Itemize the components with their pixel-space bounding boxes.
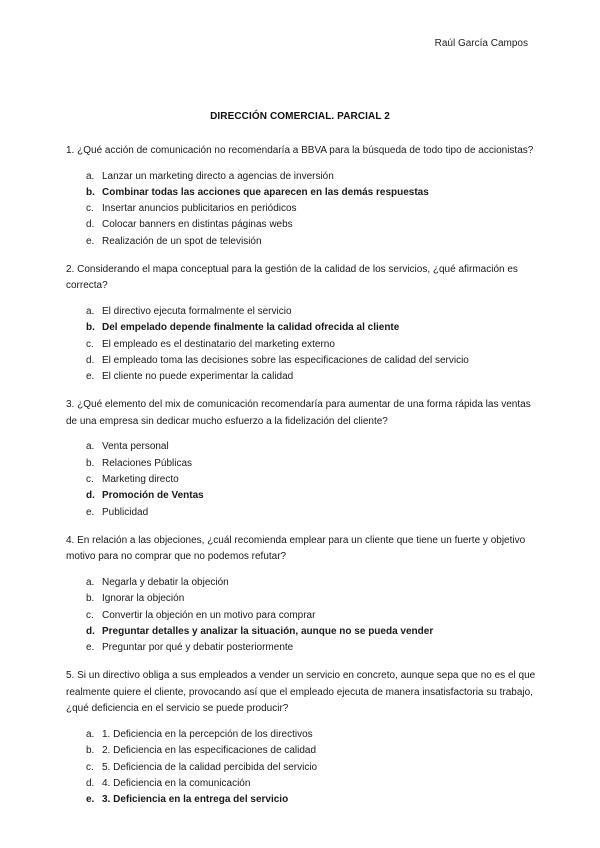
answer-option [66, 505, 536, 521]
option-text: 2. Deficiencia en las especificaciones de calidad [102, 745, 317, 757]
option-text: El empleado es el destinatario del marketing externo [102, 338, 335, 350]
option-letter: d. [86, 490, 95, 502]
answer-option [66, 472, 536, 488]
question-text: 2. Considerando el mapa conceptual para la gestión de la calidad de los servicios, ¿qué afirmación es correcta? [66, 263, 518, 292]
answer-option [66, 456, 536, 472]
option-letter: c. [86, 761, 94, 773]
option-letter: e. [86, 642, 95, 654]
question-3 [66, 397, 536, 520]
option-letter: a. [86, 576, 95, 588]
option-text: Marketing directo [102, 474, 179, 486]
option-text: Promoción de Ventas [102, 490, 204, 502]
option-letter: d. [86, 354, 95, 366]
option-text: Lanzar un marketing directo a agencias de inversión [102, 170, 334, 182]
correct-answer-option [66, 624, 536, 640]
answer-option [66, 439, 536, 455]
option-text: Del empelado depende finalmente la calidad ofrecida al cliente [102, 322, 400, 334]
option-text: Publicidad [102, 506, 149, 518]
option-letter: a. [86, 728, 95, 740]
question-text: 3. ¿Qué elemento del mix de comunicación recomendaría para aumentar de una forma rápida las ventas de una empresa sin dedicar mucho esfuerzo a la fidelización del cliente? [66, 399, 531, 427]
correct-answer-option [66, 320, 536, 336]
answer-options [66, 304, 536, 385]
option-text: El empleado toma las decisiones sobre las especificaciones de calidad del servicio [102, 354, 469, 366]
answer-option [66, 201, 536, 217]
option-letter: d. [86, 219, 95, 231]
questions-list [66, 143, 536, 820]
answer-option [66, 353, 536, 369]
option-letter: a. [86, 170, 95, 182]
option-letter: a. [86, 441, 95, 453]
option-text: Convertir la objeción en un motivo para comprar [102, 609, 316, 621]
option-letter: b. [86, 186, 95, 198]
option-letter: c. [86, 474, 94, 486]
option-letter: b. [86, 457, 95, 469]
option-text: Ignorar la objeción [102, 593, 185, 605]
option-letter: d. [86, 777, 95, 789]
option-text: Negarla y debatir la objeción [102, 576, 229, 588]
option-text: El cliente no puede experimentar la calidad [102, 371, 294, 383]
correct-answer-option [66, 488, 536, 504]
answer-options [66, 169, 536, 250]
option-text: 5. Deficiencia de la calidad percibida del servicio [102, 761, 318, 773]
option-letter: d. [86, 625, 95, 637]
option-letter: c. [86, 338, 94, 350]
answer-option [66, 369, 536, 385]
answer-option [66, 640, 536, 656]
author-name: Raúl García Campos [434, 38, 528, 49]
option-letter: e. [86, 794, 95, 806]
question-text: 1. ¿Qué acción de comunicación no recomendaría a BBVA para la búsqueda de todo tipo de accionistas? [66, 145, 534, 156]
option-text: Combinar todas las acciones que aparecen en las demás respuestas [102, 186, 429, 198]
answer-option [66, 591, 536, 607]
answer-option [66, 234, 536, 250]
answer-option [66, 169, 536, 185]
option-text: 1. Deficiencia en la percepción de los directivos [102, 728, 313, 740]
option-text: Colocar banners en distintas páginas webs [102, 219, 293, 231]
option-text: 4. Deficiencia en la comunicación [102, 777, 251, 789]
correct-answer-option [66, 792, 536, 808]
answer-option [66, 760, 536, 776]
option-text: Preguntar por qué y debatir posteriormente [102, 642, 294, 654]
answer-option [66, 727, 536, 743]
option-letter: c. [86, 609, 94, 621]
answer-option [66, 776, 536, 792]
option-letter: b. [86, 322, 95, 334]
option-letter: e. [86, 506, 95, 518]
answer-option [66, 337, 536, 353]
option-text: Venta personal [102, 441, 169, 453]
option-text: Preguntar detalles y analizar la situación, aunque no se pueda vender [102, 625, 434, 637]
option-letter: e. [86, 371, 95, 383]
correct-answer-option [66, 185, 536, 201]
option-letter: a. [86, 305, 95, 317]
question-4 [66, 533, 536, 656]
answer-option [66, 304, 536, 320]
question-text: 4. En relación a las objeciones, ¿cuál recomienda emplear para un cliente que tiene un fuerte y objetivo motivo para no comprar que no podemos refutar? [66, 534, 526, 563]
answer-options [66, 727, 536, 808]
answer-option [66, 575, 536, 591]
option-text: Realización de un spot de televisión [102, 235, 262, 247]
option-letter: e. [86, 235, 95, 247]
question-2 [66, 262, 536, 385]
answer-option [66, 217, 536, 233]
question-text: 5. Si un directivo obliga a sus empleados a vender un servicio en concreto, aunque sepa que no es el que realmente quiere el cliente, provocando así que el empleado ejecuta de manera insatisfactoria su trabajo, ¿qué deficiencia en el servicio se puede producir? [66, 670, 536, 715]
answer-options [66, 439, 536, 520]
question-5 [66, 668, 536, 808]
option-letter: c. [86, 203, 94, 215]
answer-option [66, 608, 536, 624]
answer-options [66, 575, 536, 656]
option-letter: b. [86, 745, 95, 757]
option-text: Insertar anuncios publicitarios en periódicos [102, 203, 297, 215]
option-text: Relaciones Públicas [102, 457, 193, 469]
option-letter: b. [86, 593, 95, 605]
document-title: DIRECCIÓN COMERCIAL. PARCIAL 2 [210, 111, 390, 122]
option-text: 3. Deficiencia en la entrega del servicio [102, 794, 289, 806]
question-1 [66, 143, 536, 250]
option-text: El directivo ejecuta formalmente el servicio [102, 305, 292, 317]
answer-option [66, 743, 536, 759]
